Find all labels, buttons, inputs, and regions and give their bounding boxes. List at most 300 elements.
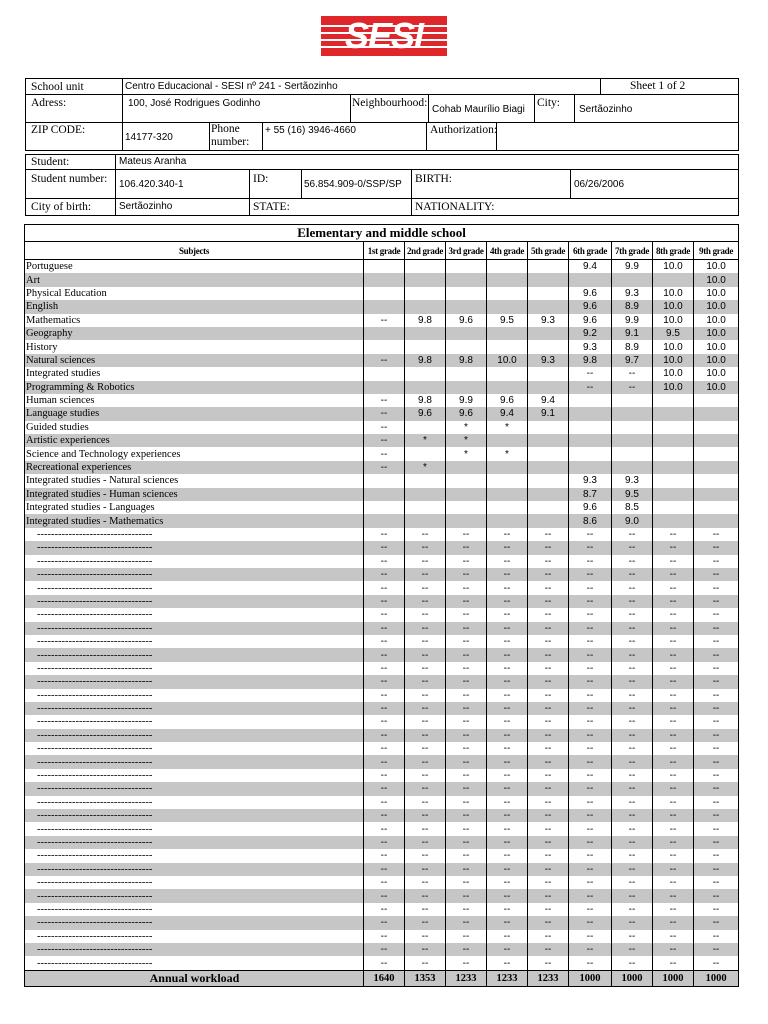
grade-cell: --	[612, 568, 653, 581]
grade-cell: --	[446, 876, 487, 889]
grade-cell: --	[364, 916, 405, 929]
grade-cell: --	[446, 916, 487, 929]
grade-cell: --	[653, 943, 694, 956]
table-row	[25, 849, 739, 862]
grade-cell: --	[405, 796, 446, 809]
grade-cell: --	[487, 876, 528, 889]
grade-cell: --	[364, 836, 405, 849]
grade-cell: --	[364, 595, 405, 608]
grade-cell: --	[653, 889, 694, 902]
grade-cell: --	[446, 608, 487, 621]
grade-header-4: 4th grade	[487, 242, 528, 260]
grade-cell: --	[612, 916, 653, 929]
filler-row-label: ---------------------------------	[25, 622, 364, 635]
grade-cell: --	[569, 863, 612, 876]
student-number-label: Student number:	[31, 173, 108, 185]
grade-cell: --	[487, 528, 528, 541]
grade-cell	[653, 461, 694, 474]
grade-cell	[528, 260, 569, 274]
grade-cell: 9.3	[569, 340, 612, 353]
grade-cell: --	[364, 889, 405, 902]
grade-cell: 9.8	[405, 394, 446, 407]
grade-cell: --	[569, 581, 612, 594]
grade-cell: --	[487, 836, 528, 849]
subject-name: Art	[25, 273, 364, 286]
school-unit-value: Centro Educacional - SESI nº 241 - Sertãozinho	[125, 81, 338, 92]
grade-cell: --	[364, 876, 405, 889]
grade-cell: --	[487, 555, 528, 568]
grade-cell: 10.0	[487, 354, 528, 367]
grade-cell: --	[487, 648, 528, 661]
table-row	[25, 608, 739, 621]
grade-cell: --	[446, 689, 487, 702]
table-row	[25, 876, 739, 889]
grade-cell: 10.0	[694, 273, 739, 286]
grade-cell: --	[405, 675, 446, 688]
filler-row-label: ---------------------------------	[25, 528, 364, 541]
grade-cell: --	[405, 595, 446, 608]
grade-cell: 10.0	[694, 260, 739, 274]
grades-table	[24, 224, 739, 987]
grade-cell	[612, 394, 653, 407]
grade-cell: --	[653, 876, 694, 889]
grade-cell	[694, 488, 739, 501]
grade-cell: 10.0	[694, 367, 739, 380]
grade-cell	[405, 260, 446, 274]
grade-cell	[446, 488, 487, 501]
grade-cell: --	[694, 849, 739, 862]
grade-cell: --	[487, 849, 528, 862]
grade-cell: 9.4	[487, 407, 528, 420]
table-row	[25, 916, 739, 929]
grade-cell: --	[446, 742, 487, 755]
grade-cell: --	[446, 809, 487, 822]
grade-cell: --	[364, 956, 405, 970]
filler-row-label: ---------------------------------	[25, 809, 364, 822]
grade-cell: --	[487, 916, 528, 929]
grade-cell: --	[364, 461, 405, 474]
grade-cell: --	[694, 822, 739, 835]
grade-cell	[405, 300, 446, 313]
grade-cell	[612, 461, 653, 474]
table-row	[25, 528, 739, 541]
grade-cell: --	[653, 916, 694, 929]
grade-cell	[364, 501, 405, 514]
grade-cell: --	[569, 541, 612, 554]
grade-cell: --	[364, 943, 405, 956]
student-label: Student:	[31, 156, 70, 168]
grade-cell: --	[487, 930, 528, 943]
table-row	[25, 782, 739, 795]
grade-cell: *	[405, 434, 446, 447]
grade-cell	[487, 287, 528, 300]
table-row	[25, 421, 739, 434]
grade-cell	[487, 488, 528, 501]
grade-cell: --	[694, 769, 739, 782]
subject-name: Physical Education	[25, 287, 364, 300]
table-row	[25, 541, 739, 554]
birth-value: 06/26/2006	[574, 179, 625, 190]
table-row	[25, 595, 739, 608]
subject-name: Programming & Robotics	[25, 381, 364, 394]
grade-cell: --	[446, 729, 487, 742]
grade-cell: --	[612, 755, 653, 768]
grade-cell	[569, 394, 612, 407]
grade-cell: --	[569, 876, 612, 889]
grade-cell: 9.5	[612, 488, 653, 501]
table-row	[25, 287, 739, 300]
filler-row-label: ---------------------------------	[25, 715, 364, 728]
filler-row-label: ---------------------------------	[25, 662, 364, 675]
grade-cell: --	[528, 729, 569, 742]
grade-cell: --	[446, 769, 487, 782]
grade-cell	[405, 381, 446, 394]
grade-cell: --	[612, 769, 653, 782]
grade-cell: --	[653, 689, 694, 702]
grade-cell	[694, 421, 739, 434]
table-row	[25, 488, 739, 501]
grade-cell: 9.3	[569, 474, 612, 487]
grade-cell: --	[694, 903, 739, 916]
grade-cell: 9.2	[569, 327, 612, 340]
filler-row-label: ---------------------------------	[25, 943, 364, 956]
grade-cell: --	[446, 648, 487, 661]
workload-total: 1000	[694, 970, 739, 986]
grade-cell: *	[446, 421, 487, 434]
grade-cell: 10.0	[653, 340, 694, 353]
grade-cell: --	[528, 581, 569, 594]
table-row	[25, 434, 739, 447]
zip-value: 14177-320	[125, 132, 173, 143]
grade-cell: --	[694, 889, 739, 902]
grade-cell: 8.9	[612, 300, 653, 313]
grade-cell: --	[405, 916, 446, 929]
table-row	[25, 943, 739, 956]
filler-row-label: ---------------------------------	[25, 796, 364, 809]
grade-cell: 8.7	[569, 488, 612, 501]
grade-cell: --	[569, 568, 612, 581]
grade-cell: --	[364, 822, 405, 835]
grade-cell: --	[405, 702, 446, 715]
address-label: Adress:	[31, 97, 67, 109]
grade-cell	[446, 300, 487, 313]
grade-cell: --	[653, 822, 694, 835]
workload-total: 1000	[653, 970, 694, 986]
grade-cell: --	[446, 782, 487, 795]
city-value: Sertãozinho	[579, 104, 633, 115]
filler-row-label: ---------------------------------	[25, 581, 364, 594]
grade-cell: 9.5	[487, 314, 528, 327]
grade-cell: --	[487, 956, 528, 970]
grade-cell: --	[405, 528, 446, 541]
grade-cell: --	[364, 434, 405, 447]
grade-cell: --	[528, 702, 569, 715]
grade-cell: --	[487, 769, 528, 782]
grade-cell: --	[694, 782, 739, 795]
grade-cell: --	[653, 715, 694, 728]
grade-cell: --	[364, 394, 405, 407]
grade-cell	[528, 447, 569, 460]
grade-header-1: 1st grade	[364, 242, 405, 260]
id-value: 56.854.909-0/SSP/SP	[304, 179, 402, 190]
grade-cell: --	[569, 635, 612, 648]
grade-cell: --	[446, 755, 487, 768]
grade-cell	[612, 273, 653, 286]
filler-row-label: ---------------------------------	[25, 742, 364, 755]
grade-cell: --	[487, 742, 528, 755]
grade-cell: --	[612, 675, 653, 688]
grade-cell: --	[405, 729, 446, 742]
table-row	[25, 354, 739, 367]
grade-cell: --	[612, 903, 653, 916]
grade-cell: --	[405, 903, 446, 916]
grade-cell	[528, 474, 569, 487]
table-row	[25, 273, 739, 286]
grade-cell: --	[528, 648, 569, 661]
grade-cell: --	[694, 541, 739, 554]
grade-cell: --	[446, 836, 487, 849]
grade-cell	[528, 488, 569, 501]
grade-cell: --	[487, 796, 528, 809]
table-row	[25, 729, 739, 742]
grade-cell: --	[364, 809, 405, 822]
grade-cell: --	[694, 916, 739, 929]
grade-cell: --	[653, 836, 694, 849]
grade-cell	[446, 501, 487, 514]
table-row	[25, 327, 739, 340]
grade-cell: --	[487, 541, 528, 554]
filler-row-label: ---------------------------------	[25, 916, 364, 929]
grade-cell	[528, 434, 569, 447]
grade-cell	[653, 488, 694, 501]
grade-cell	[528, 461, 569, 474]
grade-cell: --	[487, 889, 528, 902]
grade-cell: --	[694, 622, 739, 635]
table-row	[25, 314, 739, 327]
grade-cell: --	[364, 729, 405, 742]
subject-name: Integrated studies	[25, 367, 364, 380]
grade-cell	[487, 514, 528, 527]
grade-cell: --	[405, 836, 446, 849]
grade-cell: --	[405, 889, 446, 902]
grade-cell: 8.5	[612, 501, 653, 514]
grade-cell: --	[364, 421, 405, 434]
grade-cell: --	[528, 622, 569, 635]
city-of-birth-label: City of birth:	[31, 201, 92, 213]
workload-total: 1000	[612, 970, 653, 986]
grade-cell	[528, 287, 569, 300]
grade-cell: --	[653, 729, 694, 742]
grade-cell: --	[569, 729, 612, 742]
grade-cell: *	[405, 461, 446, 474]
workload-total: 1233	[487, 970, 528, 986]
grade-cell: --	[569, 930, 612, 943]
subject-name: English	[25, 300, 364, 313]
table-row	[25, 648, 739, 661]
grade-cell: --	[528, 849, 569, 862]
grade-cell: --	[487, 755, 528, 768]
grade-cell: 10.0	[653, 287, 694, 300]
grade-cell: --	[569, 809, 612, 822]
grade-cell: --	[569, 662, 612, 675]
table-row	[25, 930, 739, 943]
grade-cell: --	[612, 782, 653, 795]
grade-cell: --	[653, 555, 694, 568]
grade-cell: --	[405, 662, 446, 675]
table-row	[25, 568, 739, 581]
grade-cell	[569, 407, 612, 420]
grade-cell: 10.0	[694, 314, 739, 327]
grade-cell: *	[446, 434, 487, 447]
grade-cell	[364, 287, 405, 300]
grade-cell	[653, 421, 694, 434]
grade-cell: 10.0	[653, 260, 694, 274]
table-row	[25, 863, 739, 876]
table-row	[25, 260, 739, 274]
grade-cell: --	[569, 648, 612, 661]
grade-cell	[446, 381, 487, 394]
grade-cell: 9.6	[569, 501, 612, 514]
grade-cell: --	[364, 903, 405, 916]
grade-cell: --	[612, 836, 653, 849]
grade-cell: --	[694, 930, 739, 943]
grade-cell	[528, 421, 569, 434]
grade-cell	[653, 434, 694, 447]
grade-cell: --	[528, 689, 569, 702]
filler-row-label: ---------------------------------	[25, 595, 364, 608]
table-row	[25, 956, 739, 970]
grade-cell: --	[446, 930, 487, 943]
grade-cell: 9.3	[612, 474, 653, 487]
filler-row-label: ---------------------------------	[25, 635, 364, 648]
grade-cell: --	[569, 796, 612, 809]
table-row	[25, 742, 739, 755]
grade-cell: 10.0	[653, 367, 694, 380]
grade-cell: 9.6	[569, 314, 612, 327]
grade-cell: 9.0	[612, 514, 653, 527]
filler-row-label: ---------------------------------	[25, 568, 364, 581]
grade-cell: --	[405, 863, 446, 876]
subject-name: Guided studies	[25, 421, 364, 434]
grade-cell	[694, 461, 739, 474]
school-info-box	[25, 78, 739, 151]
grade-cell: --	[405, 622, 446, 635]
workload-total: 1233	[528, 970, 569, 986]
grade-cell: --	[612, 809, 653, 822]
filler-row-label: ---------------------------------	[25, 769, 364, 782]
grade-cell: --	[528, 836, 569, 849]
grade-header-3: 3rd grade	[446, 242, 487, 260]
grade-cell: --	[446, 662, 487, 675]
grade-cell: --	[528, 608, 569, 621]
grade-cell: 9.8	[405, 314, 446, 327]
neighbourhood-value: Cohab Maurílio Biagi	[432, 104, 525, 115]
grade-cell: --	[694, 568, 739, 581]
filler-row-label: ---------------------------------	[25, 903, 364, 916]
grade-cell: --	[446, 702, 487, 715]
grade-cell: --	[405, 608, 446, 621]
annual-workload-label: Annual workload	[25, 970, 364, 986]
grade-cell: --	[364, 648, 405, 661]
grade-cell: 9.6	[446, 407, 487, 420]
grade-cell: --	[612, 742, 653, 755]
grade-cell: --	[364, 689, 405, 702]
grade-cell	[694, 474, 739, 487]
grade-cell: 10.0	[653, 381, 694, 394]
grade-cell	[694, 394, 739, 407]
grade-cell: --	[612, 849, 653, 862]
table-row	[25, 822, 739, 835]
grade-cell: --	[612, 729, 653, 742]
grade-cell	[405, 514, 446, 527]
grade-cell: --	[612, 367, 653, 380]
grade-cell: --	[528, 863, 569, 876]
grade-cell: --	[528, 595, 569, 608]
grade-cell: --	[694, 675, 739, 688]
grade-header-2: 2nd grade	[405, 242, 446, 260]
table-row	[25, 474, 739, 487]
grade-cell: --	[612, 702, 653, 715]
table-row	[25, 769, 739, 782]
grade-cell: --	[528, 809, 569, 822]
grade-cell: --	[364, 715, 405, 728]
filler-row-label: ---------------------------------	[25, 729, 364, 742]
grade-cell: --	[528, 796, 569, 809]
grade-cell: --	[612, 822, 653, 835]
grade-cell	[653, 447, 694, 460]
grade-cell	[364, 474, 405, 487]
grade-cell: --	[612, 863, 653, 876]
grade-cell: --	[653, 541, 694, 554]
grade-cell	[528, 501, 569, 514]
grade-cell	[405, 367, 446, 380]
filler-row-label: ---------------------------------	[25, 876, 364, 889]
grade-cell: --	[612, 608, 653, 621]
grade-cell: --	[405, 555, 446, 568]
grade-cell: --	[694, 702, 739, 715]
grade-cell: --	[405, 769, 446, 782]
grade-cell: --	[653, 622, 694, 635]
grade-cell: --	[528, 822, 569, 835]
grade-cell: --	[569, 608, 612, 621]
grade-cell: --	[694, 956, 739, 970]
grade-cell: --	[569, 782, 612, 795]
grade-cell: --	[612, 796, 653, 809]
grade-cell: 9.1	[612, 327, 653, 340]
grade-cell: --	[405, 715, 446, 728]
grade-cell: --	[446, 903, 487, 916]
grade-cell: --	[528, 568, 569, 581]
grade-cell	[528, 367, 569, 380]
grade-cell: --	[528, 876, 569, 889]
grade-cell: --	[694, 876, 739, 889]
grade-cell	[446, 474, 487, 487]
grade-cell: --	[569, 916, 612, 929]
grade-cell: --	[364, 314, 405, 327]
subject-name: Integrated studies - Languages	[25, 501, 364, 514]
grade-cell: --	[528, 662, 569, 675]
grade-cell: --	[446, 541, 487, 554]
grade-cell: --	[364, 608, 405, 621]
grade-cell: --	[405, 849, 446, 862]
workload-total: 1000	[569, 970, 612, 986]
grade-cell: --	[653, 662, 694, 675]
table-row	[25, 367, 739, 380]
grade-cell: 9.8	[405, 354, 446, 367]
grade-cell: --	[528, 903, 569, 916]
subject-name: Portuguese	[25, 260, 364, 274]
grade-cell: --	[694, 635, 739, 648]
